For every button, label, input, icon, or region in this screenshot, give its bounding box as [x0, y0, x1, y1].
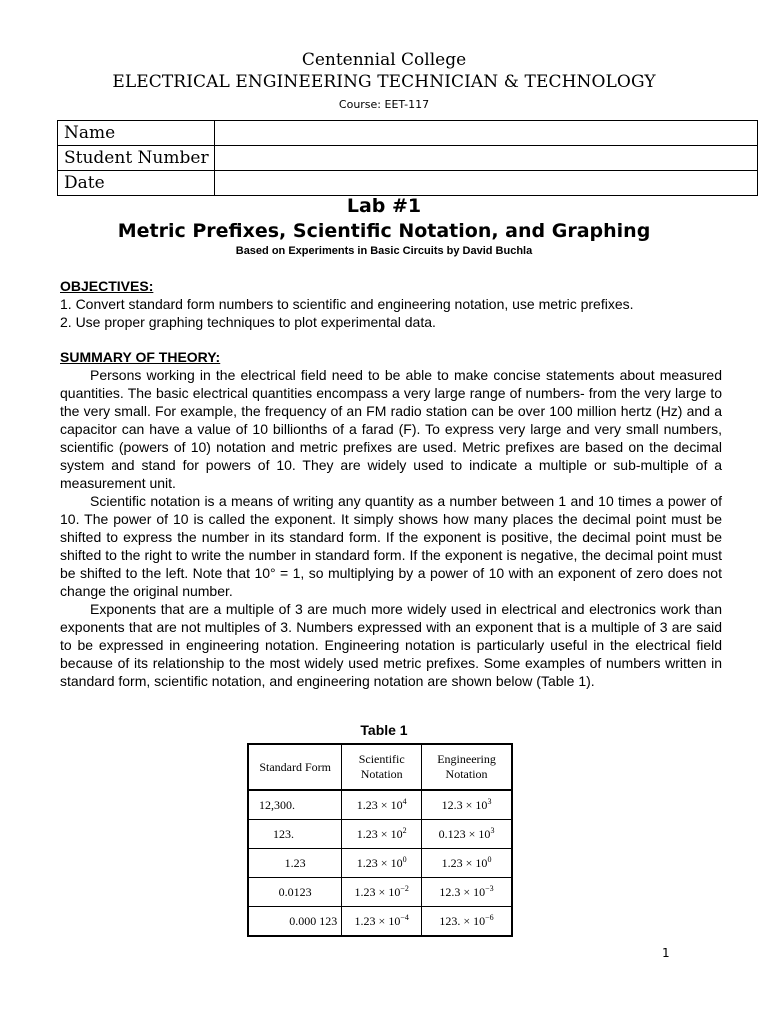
info-label: Name [58, 121, 215, 146]
notation-table [247, 743, 513, 937]
exponent: 3 [487, 797, 492, 806]
exponent: 0 [402, 855, 407, 864]
summary-paragraph: Persons working in the electrical field need to be able to make concise statements about measured quantities. The basic electrical quantities encompass a very large range of numbers- from the very large to the very small. For example, the frequency of an FM radio station can be over 100 million hertz (Hz) and a capacitor can have a value of 10 billionths of a farad (F). To express very large and very small numbers, scientific (powers of 10) notation and metric prefixes are used. Metric prefixes are based on the decimal system and stand for powers of 10. They are widely used to indicate a multiple or sub-multiple of a measurement unit. [60, 367, 722, 491]
info-row-student-number [58, 146, 758, 171]
objective-item: 2. Use proper graphing techniques to plot experimental data. [60, 314, 436, 330]
info-row-name [58, 121, 758, 146]
exponent: 3 [490, 826, 495, 835]
info-row-date [58, 171, 758, 196]
objectives-heading: OBJECTIVES: [60, 278, 154, 294]
column-header: Engineering Notation [422, 744, 512, 790]
name-field[interactable] [215, 121, 758, 146]
mantissa: 1.23 × 10 [354, 885, 401, 899]
summary-heading: SUMMARY OF THEORY: [60, 349, 221, 365]
table-row [248, 849, 512, 878]
table-row [248, 878, 512, 907]
standard-form-cell: 1.23 [248, 849, 342, 878]
exponent: −6 [485, 913, 494, 922]
lab-title: Metric Prefixes, Scientific Notation, and Graphing [117, 220, 651, 242]
exponent: −3 [485, 884, 494, 893]
student-info-table [57, 120, 758, 196]
summary-section [60, 348, 722, 690]
table-row [248, 790, 512, 820]
objective-item: 1. Convert standard form numbers to scientific and engineering notation, use metric prefixes. [60, 296, 634, 312]
standard-form-cell: 123. [248, 820, 342, 849]
mantissa: 1.23 × 10 [354, 914, 401, 928]
exponent: 0 [487, 855, 492, 864]
mantissa: 12.3 × 10 [441, 798, 488, 812]
scientific-cell [342, 849, 422, 878]
engineering-cell [422, 820, 512, 849]
objectives-section [60, 277, 722, 331]
mantissa: 1.23 × 10 [356, 827, 403, 841]
table-header-row [248, 744, 512, 790]
department-name: ELECTRICAL ENGINEERING TECHNICIAN & TECHNOLOGY [112, 72, 656, 92]
lab-source: Based on Experiments in Basic Circuits by David Buchla [235, 245, 533, 257]
lab-number: Lab #1 [346, 195, 422, 217]
engineering-cell [422, 907, 512, 937]
scientific-cell [342, 878, 422, 907]
table-row [248, 907, 512, 937]
course-code: Course: EET-117 [338, 98, 430, 111]
exponent: −2 [400, 884, 409, 893]
mantissa: 123. × 10 [439, 914, 486, 928]
scientific-cell [342, 790, 422, 820]
engineering-cell [422, 849, 512, 878]
engineering-cell [422, 878, 512, 907]
info-label: Date [58, 171, 215, 196]
scientific-cell [342, 907, 422, 937]
summary-paragraph: Exponents that are a multiple of 3 are much more widely used in electrical and electronics work than exponents that are not multiples of 3. Numbers expressed with an exponent that is a multiple of 3 are said to be expressed in engineering notation. Engineering notation is particularly useful in the electrical field because of its relationship to the most widely used metric prefixes. Some examples of numbers written in standard form, scientific notation, and engineering notation are shown below (Table 1). [60, 601, 722, 689]
standard-form-cell: 0.000 123 [248, 907, 342, 937]
mantissa: 1.23 × 10 [356, 856, 403, 870]
table-row [248, 820, 512, 849]
scientific-cell [342, 820, 422, 849]
mantissa: 0.123 × 10 [438, 827, 491, 841]
mantissa: 12.3 × 10 [439, 885, 486, 899]
exponent: 4 [402, 797, 407, 806]
table1-title: Table 1 [360, 722, 408, 738]
exponent: 2 [402, 826, 407, 835]
student-number-field[interactable] [215, 146, 758, 171]
date-field[interactable] [215, 171, 758, 196]
mantissa: 1.23 × 10 [441, 856, 488, 870]
column-header: Scientific Notation [342, 744, 422, 790]
mantissa: 1.23 × 10 [356, 798, 403, 812]
page-number: 1 [662, 946, 670, 960]
summary-paragraph: Scientific notation is a means of writing any quantity as a number between 1 and 10 times a power of 10. The power of 10 is called the exponent. It simply shows how many places the decimal point must be shifted to express the number in its standard form. If the exponent is positive, the decimal point must be shifted to the right to write the number in standard form. If the exponent is negative, the decimal point must be shifted to the left. Note that 10° = 1, so multiplying by a power of 10 with an exponent of zero does not change the original number. [60, 493, 722, 599]
engineering-cell [422, 790, 512, 820]
college-name: Centennial College [301, 50, 467, 70]
standard-form-cell: 0.0123 [248, 878, 342, 907]
column-header: Standard Form [248, 744, 342, 790]
standard-form-cell: 12,300. [248, 790, 342, 820]
info-label: Student Number [58, 146, 215, 171]
exponent: −4 [400, 913, 409, 922]
